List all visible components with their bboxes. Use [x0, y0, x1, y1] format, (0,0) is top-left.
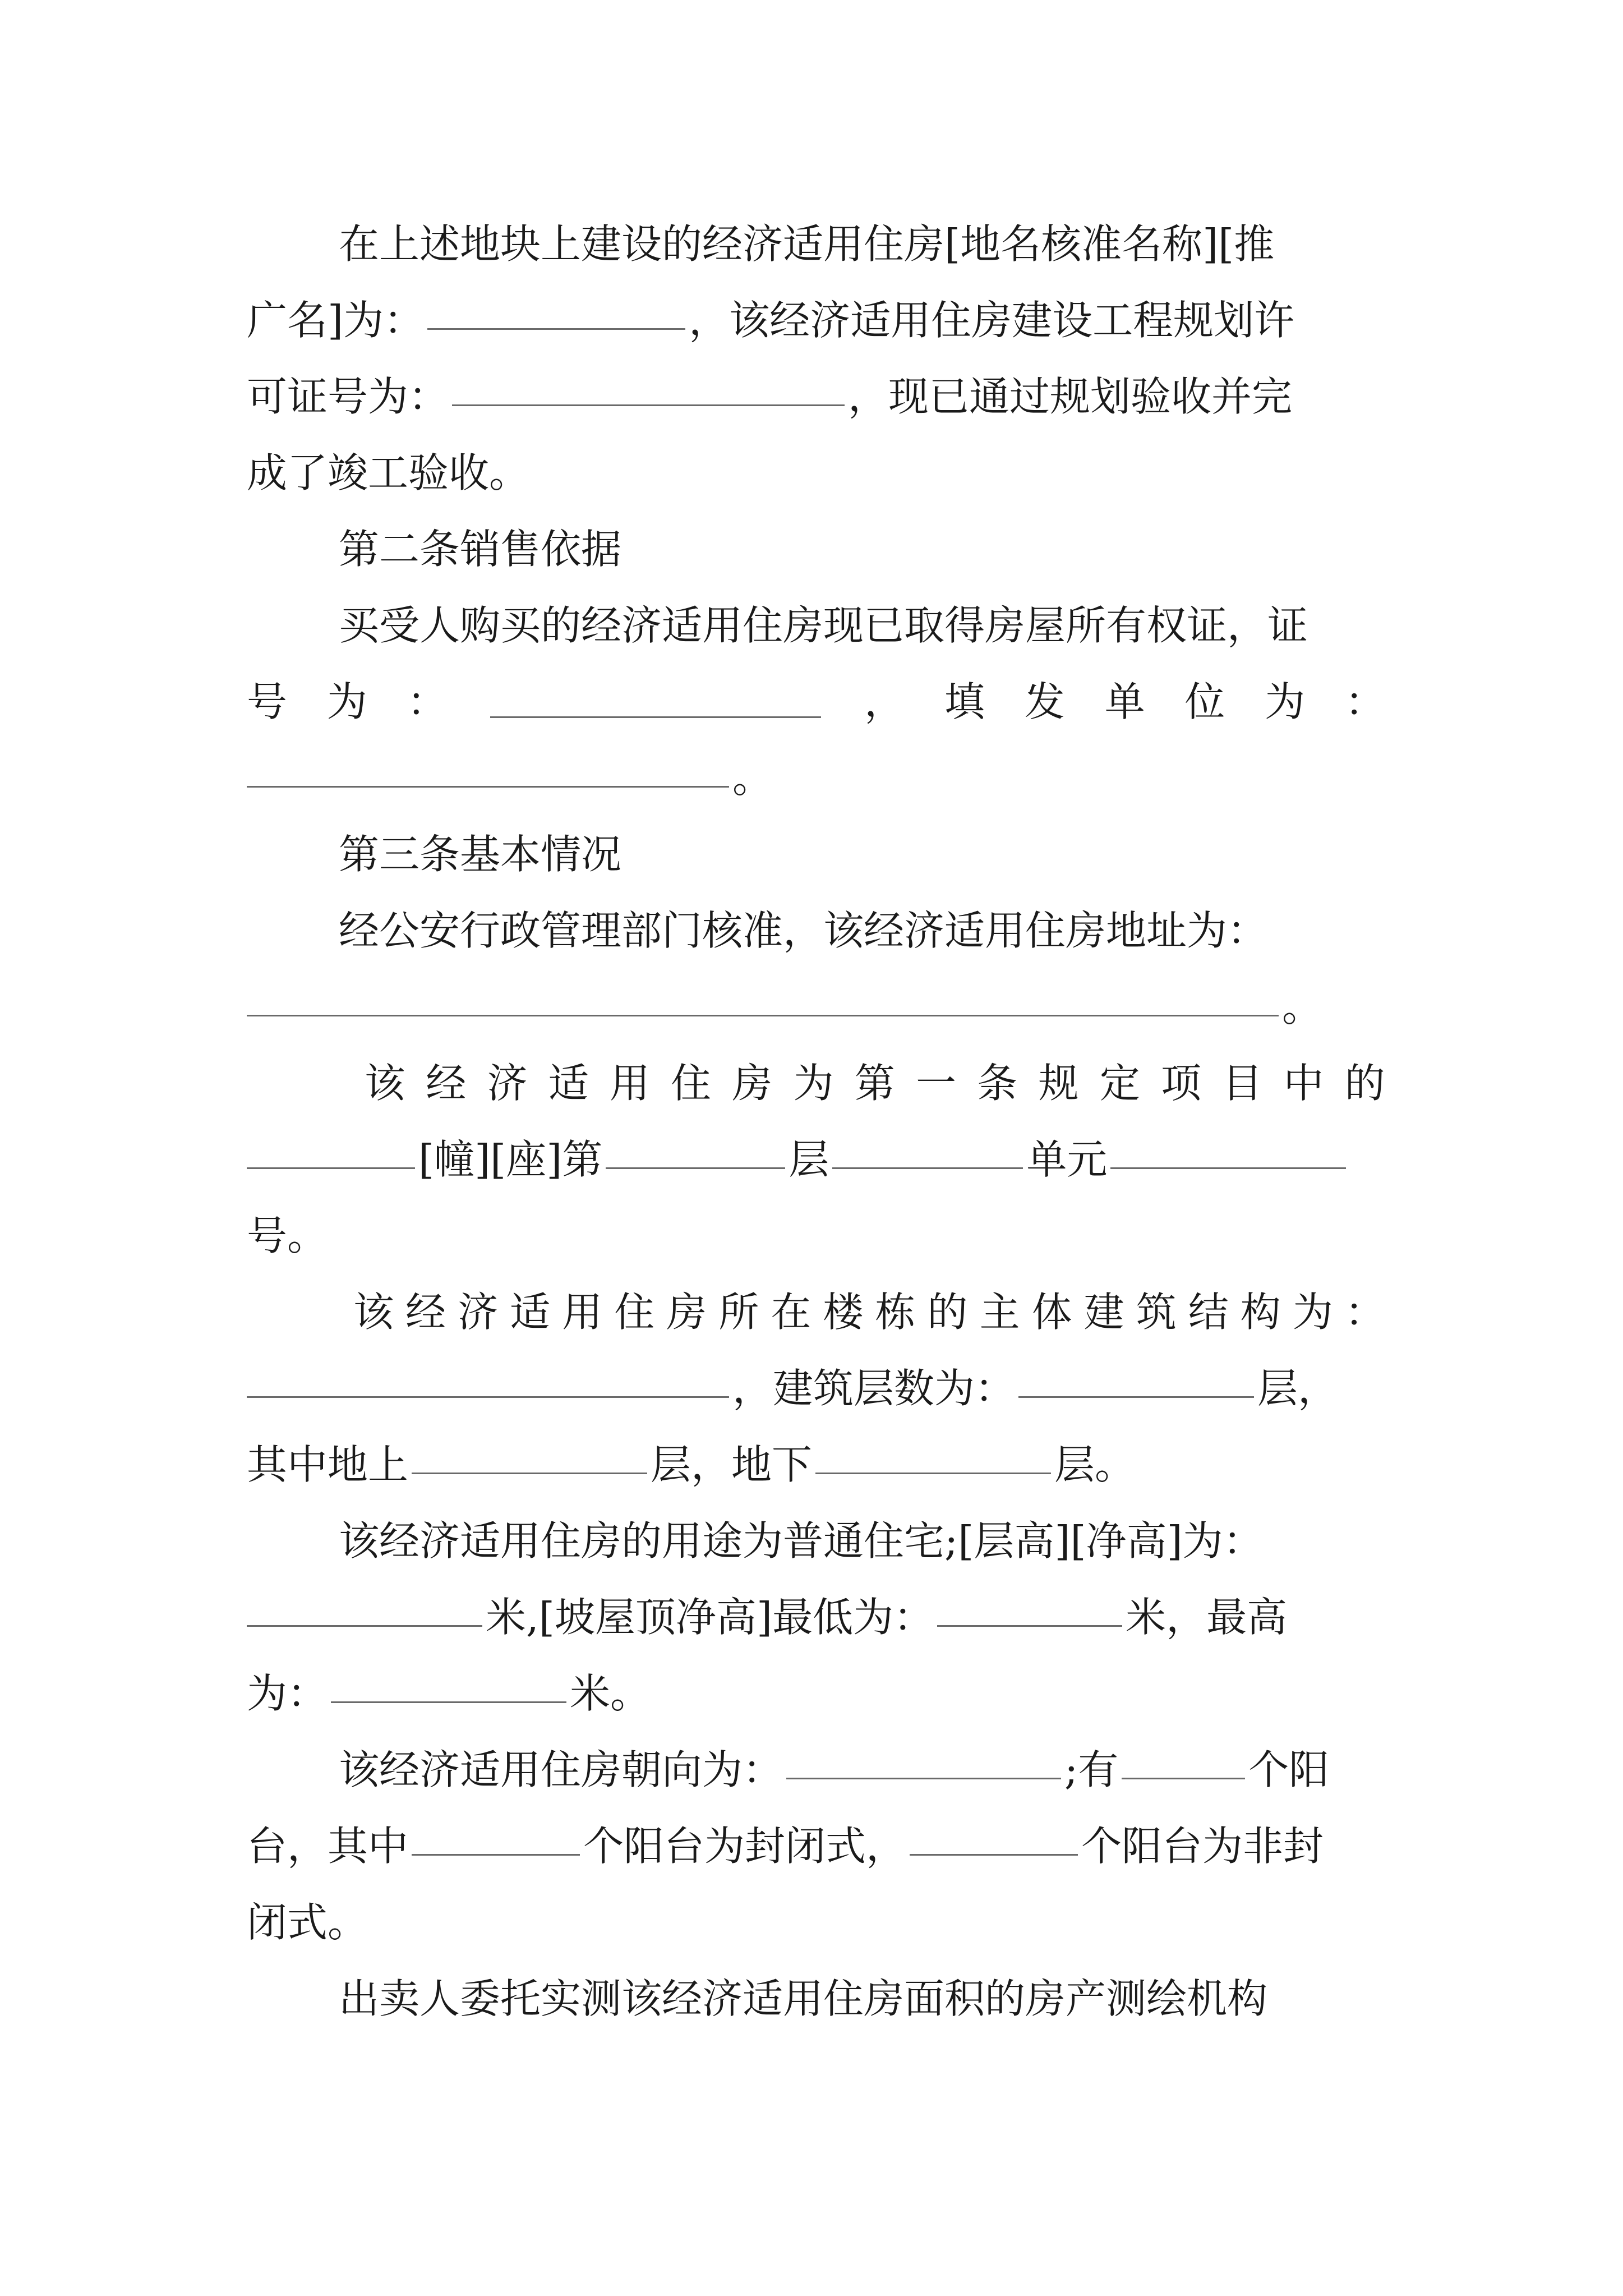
issuing-unit-blank[interactable] — [247, 747, 729, 788]
article2-char: 发 — [1024, 678, 1065, 725]
p5-closed-label: 个阳台为封闭式， — [583, 1823, 907, 1870]
para1-line2-text-b: ，该经济适用住房建设工程规划许 — [689, 297, 1295, 344]
p5-orientation-label: 该经济适用住房朝向为： — [339, 1746, 783, 1793]
p3-char: 结 — [1188, 1289, 1229, 1336]
p3-char: ： — [1344, 1289, 1385, 1336]
p5-open-label: 个阳台为非封 — [1081, 1823, 1324, 1870]
article2-line3 — [247, 747, 1385, 809]
p3-char: 住 — [614, 1289, 655, 1336]
article3-p5-line1 — [247, 1739, 1385, 1801]
max-height-blank[interactable] — [331, 1662, 566, 1703]
p3-char: 栋 — [875, 1289, 916, 1336]
floor-blank[interactable] — [606, 1128, 785, 1169]
room-number-blank[interactable] — [1110, 1128, 1346, 1169]
p2-char: 中 — [1283, 1060, 1324, 1107]
p3-char: 用 — [562, 1289, 603, 1336]
article2-char: ： — [1344, 678, 1385, 725]
para1-line4: 成了竣工验收。 — [247, 449, 530, 496]
p2-char: 房 — [732, 1060, 773, 1107]
article2-char: 单 — [1104, 678, 1145, 725]
closed-balcony-blank[interactable] — [412, 1815, 580, 1856]
p3-char: 构 — [1240, 1289, 1281, 1336]
p3-above-label: 其中地上 — [247, 1441, 409, 1488]
para1-line1: 在上述地块上建设的经济适用住房[地名核准名称][推 — [339, 220, 1275, 268]
article2-line1: 买受人购买的经济适用住房现已取得房屋所有权证，证 — [339, 602, 1308, 649]
p5-among-label: 台，其中 — [247, 1823, 409, 1870]
p2-char: 该 — [365, 1060, 405, 1107]
p2-char: 济 — [487, 1060, 528, 1107]
p3-floors-label: ，建筑层数为： — [732, 1365, 1016, 1412]
p3-char: 经 — [405, 1289, 446, 1336]
permit-number-blank[interactable] — [452, 365, 845, 406]
para1-line3-text-b: ，现已通过规划验收并完 — [848, 373, 1293, 420]
total-floors-blank[interactable] — [1018, 1357, 1254, 1398]
article2-char: 为 — [1265, 678, 1306, 725]
article3-p3-line1 — [247, 1281, 1385, 1343]
min-height-blank[interactable] — [937, 1586, 1122, 1627]
p3-char: 房 — [666, 1289, 707, 1336]
p2-char: 经 — [426, 1060, 467, 1107]
p2-char: 为 — [793, 1060, 834, 1107]
structure-blank[interactable] — [247, 1357, 729, 1398]
orientation-blank[interactable] — [786, 1738, 1061, 1779]
p2-char: 适 — [548, 1060, 589, 1107]
p3-char: 该 — [353, 1289, 394, 1336]
p2-char: 住 — [671, 1060, 712, 1107]
article3-p5-line2 — [247, 1815, 1385, 1877]
p2-char: 一 — [916, 1060, 957, 1107]
para1-line3 — [247, 366, 1385, 427]
p3-char: 筑 — [1136, 1289, 1177, 1336]
p4-for-label: 为： — [247, 1670, 328, 1717]
balcony-count-blank[interactable] — [1122, 1738, 1245, 1779]
p4-min-label: 米,[坡屋顶净高]最低为： — [486, 1594, 934, 1641]
article3-p3-line3 — [247, 1434, 1385, 1496]
p3-char: 的 — [927, 1289, 968, 1336]
floor-height-blank[interactable] — [247, 1586, 482, 1627]
article3-p4-line1: 该经济适用住房的用途为普通住宅;[层高][净高]为： — [339, 1517, 1264, 1565]
article2-char: 填 — [944, 678, 985, 725]
p2-building-text: [幢][座]第 — [418, 1136, 603, 1183]
p2-char: 的 — [1344, 1060, 1385, 1107]
article3-p4-line3 — [247, 1663, 1385, 1724]
certificate-number-blank[interactable] — [490, 677, 821, 718]
below-ground-floors-blank[interactable] — [815, 1433, 1051, 1474]
article3-p2-line3: 号。 — [247, 1212, 328, 1259]
article2-line3-end: 。 — [732, 754, 773, 802]
p4-meter-end: 米。 — [570, 1670, 651, 1717]
p3-below-label: 层，地下 — [651, 1441, 813, 1488]
p3-char: 在 — [771, 1289, 811, 1336]
p2-char: 定 — [1099, 1060, 1140, 1107]
p3-char: 为 — [1292, 1289, 1333, 1336]
address-blank[interactable] — [247, 976, 1279, 1016]
para1-line3-text-a: 可证号为： — [247, 373, 449, 420]
p3-char: 体 — [1031, 1289, 1072, 1336]
para1-line2-text-a: 广名]为： — [247, 297, 425, 344]
p3-below-unit: 层。 — [1054, 1441, 1136, 1488]
article2-char: 为 — [326, 678, 367, 725]
p2-unit-text: 单元 — [1026, 1136, 1108, 1183]
article3-p4-line2 — [247, 1586, 1385, 1648]
p2-char: 目 — [1222, 1060, 1263, 1107]
p3-char: 济 — [458, 1289, 499, 1336]
p3-floors-unit: 层， — [1257, 1365, 1339, 1412]
article2-line2 — [247, 671, 1385, 733]
article3-p6-line1: 出卖人委托实测该经济适用住房面积的房产测绘机构 — [339, 1975, 1268, 2022]
p5-have-label: ;有 — [1064, 1746, 1119, 1793]
open-balcony-blank[interactable] — [910, 1815, 1078, 1856]
p3-char: 主 — [979, 1289, 1020, 1336]
p3-char: 适 — [510, 1289, 551, 1336]
p2-char: 条 — [977, 1060, 1018, 1107]
project-name-blank[interactable] — [427, 289, 685, 330]
article3-p5-line3: 闭式。 — [247, 1899, 368, 1946]
article3-p3-line2 — [247, 1358, 1385, 1419]
p3-char: 楼 — [823, 1289, 864, 1336]
article2-char: ： — [407, 678, 448, 725]
article3-heading: 第三条基本情况 — [339, 831, 622, 878]
article2-char: 号 — [247, 678, 288, 725]
article2-char: 位 — [1184, 678, 1225, 725]
p2-char: 项 — [1161, 1060, 1202, 1107]
unit-blank[interactable] — [832, 1128, 1023, 1169]
p3-char: 建 — [1083, 1289, 1124, 1336]
article3-line2 — [247, 976, 1385, 1038]
para1-line2 — [247, 289, 1385, 351]
article2-char: ， — [864, 678, 905, 725]
building-blank[interactable] — [247, 1128, 415, 1169]
p5-balcony-label: 个阳 — [1248, 1746, 1330, 1793]
p2-char: 规 — [1038, 1060, 1079, 1107]
article3-p2-line2 — [247, 1129, 1385, 1190]
p2-char: 用 — [609, 1060, 650, 1107]
p4-max-label: 米，最高 — [1126, 1594, 1288, 1641]
p3-char: 所 — [718, 1289, 759, 1336]
p2-floor-text: 层 — [789, 1136, 829, 1183]
article3-line1: 经公安行政管理部门核准，该经济适用住房地址为： — [339, 907, 1268, 954]
article3-p2-line1 — [247, 1052, 1385, 1114]
article3-line2-end: 。 — [1282, 983, 1323, 1030]
p2-char: 第 — [854, 1060, 895, 1107]
article2-heading: 第二条销售依据 — [339, 526, 622, 573]
above-ground-floors-blank[interactable] — [412, 1433, 647, 1474]
